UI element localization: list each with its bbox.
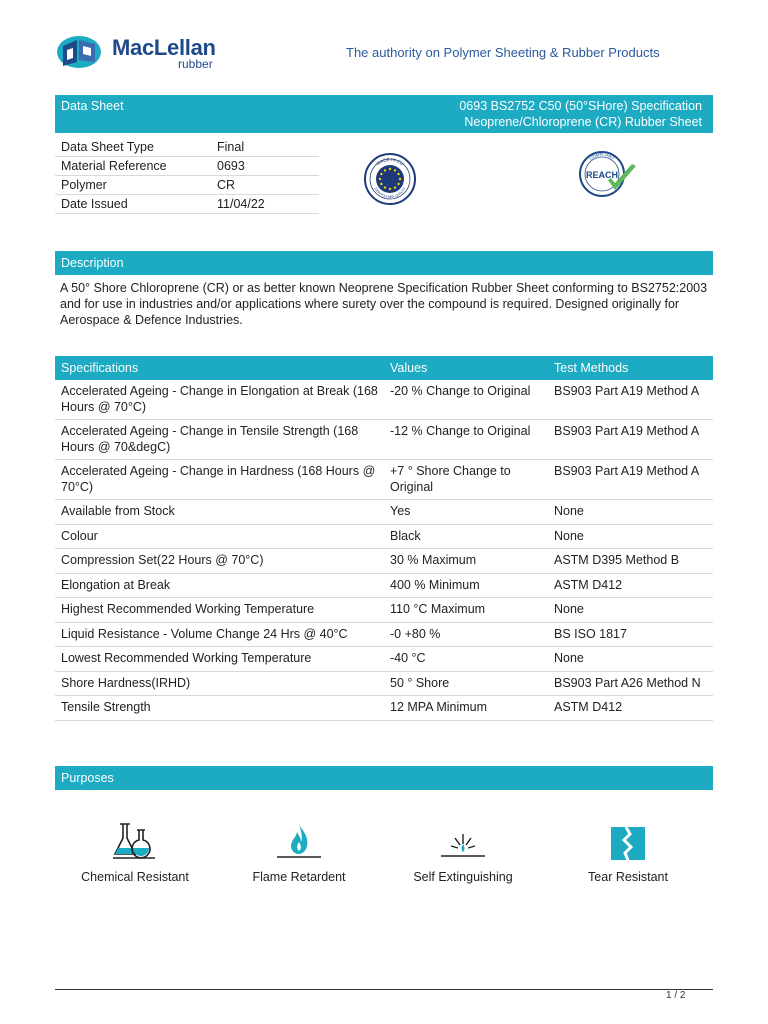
spec-col-header-specifications: Specifications <box>55 356 384 380</box>
meta-value: 0693 <box>211 157 319 176</box>
spec-test-method: BS903 Part A26 Method N <box>548 671 713 696</box>
purpose-label: Self Extinguishing <box>413 870 513 884</box>
spec-value: 12 MPA Minimum <box>384 696 548 721</box>
datasheet-product-title <box>459 99 702 130</box>
meta-value: Final <box>211 138 319 157</box>
spec-name: Colour <box>55 524 384 549</box>
footer-divider <box>55 989 713 990</box>
product-title-line2: Neoprene/Chloroprene (CR) Rubber Sheet <box>464 114 702 129</box>
spec-name: Elongation at Break <box>55 573 384 598</box>
spec-row <box>55 598 713 623</box>
flame-icon <box>275 820 323 862</box>
meta-key: Polymer <box>55 176 211 195</box>
spec-name: Highest Recommended Working Temperature <box>55 598 384 623</box>
eu-badge <box>363 152 417 206</box>
meta-row <box>55 195 319 214</box>
meta-row <box>55 157 319 176</box>
spec-value: 50 ° Shore <box>384 671 548 696</box>
spec-row <box>55 647 713 672</box>
purpose-label: Chemical Resistant <box>81 870 189 884</box>
self-extinguishing-icon <box>439 820 487 862</box>
spec-row <box>55 696 713 721</box>
reach-badge <box>578 150 640 202</box>
spec-test-method: BS ISO 1817 <box>548 622 713 647</box>
spec-name: Lowest Recommended Working Temperature <box>55 647 384 672</box>
purposes-heading: Purposes <box>61 771 114 785</box>
purpose-self-extinguishing <box>383 820 543 884</box>
spec-name: Tensile Strength <box>55 696 384 721</box>
header-tagline: The authority on Polymer Sheeting & Rubber Products <box>346 45 660 60</box>
meta-row <box>55 138 319 157</box>
meta-value: CR <box>211 176 319 195</box>
meta-key: Date Issued <box>55 195 211 214</box>
spec-header-row <box>55 356 713 380</box>
spec-value: -0 +80 % <box>384 622 548 647</box>
datasheet-label: Data Sheet <box>61 99 124 113</box>
spec-row <box>55 420 713 460</box>
datasheet-title-bar <box>55 95 713 133</box>
meta-key: Data Sheet Type <box>55 138 211 157</box>
spec-test-method: ASTM D412 <box>548 573 713 598</box>
spec-test-method: BS903 Part A19 Method A <box>548 380 713 420</box>
spec-value: +7 ° Shore Change to Original <box>384 460 548 500</box>
spec-test-method: None <box>548 598 713 623</box>
spec-test-method: BS903 Part A19 Method A <box>548 420 713 460</box>
made-in-eu-badge-icon <box>363 152 417 206</box>
spec-row <box>55 524 713 549</box>
spec-value: 400 % Minimum <box>384 573 548 598</box>
meta-key: Material Reference <box>55 157 211 176</box>
reach-ring-text: COMPLIANT <box>588 151 616 161</box>
spec-row <box>55 460 713 500</box>
spec-value: -20 % Change to Original <box>384 380 548 420</box>
reach-compliant-badge-icon <box>578 150 640 202</box>
meta-value: 11/04/22 <box>211 195 319 214</box>
spec-name: Accelerated Ageing - Change in Hardness (168 Hours @ 70°C) <box>55 460 384 500</box>
description-heading: Description <box>61 256 124 270</box>
spec-name: Shore Hardness(IRHD) <box>55 671 384 696</box>
spec-row <box>55 622 713 647</box>
spec-name: Accelerated Ageing - Change in Tensile Strength (168 Hours @ 70&degC) <box>55 420 384 460</box>
specifications-table <box>55 356 713 721</box>
eu-badge-bottom-text: 100% POLYMER QUALITY <box>373 186 407 200</box>
purpose-flame-retardent <box>219 820 379 884</box>
purposes-heading-bar <box>55 766 713 790</box>
eu-badge-top-text: MADE IN EU <box>375 156 405 167</box>
purpose-label: Flame Retardent <box>252 870 346 884</box>
logo-subtext: rubber <box>178 57 213 71</box>
description-text: A 50° Shore Chloroprene (CR) or as better known Neoprene Specification Rubber Sheet conforming to BS2752:2003 and for use in industries and/or applications where surety over the compound is required. Designed originally for Aerospace & Defence Industries. <box>60 281 708 327</box>
spec-value: -40 °C <box>384 647 548 672</box>
chemical-flask-icon <box>111 820 159 862</box>
spec-col-header-values: Values <box>384 356 548 380</box>
logo-emblem-icon <box>55 32 111 72</box>
spec-name: Accelerated Ageing - Change in Elongation at Break (168 Hours @ 70°C) <box>55 380 384 420</box>
purpose-label: Tear Resistant <box>588 870 668 884</box>
spec-value: Black <box>384 524 548 549</box>
product-title-line1: 0693 BS2752 C50 (50°SHore) Specification <box>459 99 702 113</box>
spec-value: 110 °C Maximum <box>384 598 548 623</box>
spec-test-method: BS903 Part A19 Method A <box>548 460 713 500</box>
meta-table <box>55 138 319 214</box>
spec-row <box>55 380 713 420</box>
spec-test-method: None <box>548 647 713 672</box>
spec-row <box>55 671 713 696</box>
purposes-row <box>55 820 713 900</box>
logo-wordmark: MacLellan <box>112 35 216 60</box>
spec-name: Compression Set(22 Hours @ 70°C) <box>55 549 384 574</box>
spec-value: -12 % Change to Original <box>384 420 548 460</box>
reach-badge-text: REACH <box>585 170 619 180</box>
spec-test-method: None <box>548 524 713 549</box>
spec-test-method: None <box>548 500 713 525</box>
spec-name: Liquid Resistance - Volume Change 24 Hrs @ 40°C <box>55 622 384 647</box>
spec-row <box>55 500 713 525</box>
spec-name: Available from Stock <box>55 500 384 525</box>
spec-value: 30 % Maximum <box>384 549 548 574</box>
page-number: 1 / 2 <box>666 990 686 1001</box>
spec-row <box>55 549 713 574</box>
purpose-chemical-resistant <box>55 820 215 884</box>
spec-row <box>55 573 713 598</box>
spec-test-method: ASTM D395 Method B <box>548 549 713 574</box>
spec-col-header-test-methods: Test Methods <box>548 356 713 380</box>
spec-value: Yes <box>384 500 548 525</box>
spec-test-method: ASTM D412 <box>548 696 713 721</box>
tear-icon <box>604 820 652 862</box>
purpose-tear-resistant <box>548 820 708 884</box>
meta-row <box>55 176 319 195</box>
description-heading-bar <box>55 251 713 275</box>
